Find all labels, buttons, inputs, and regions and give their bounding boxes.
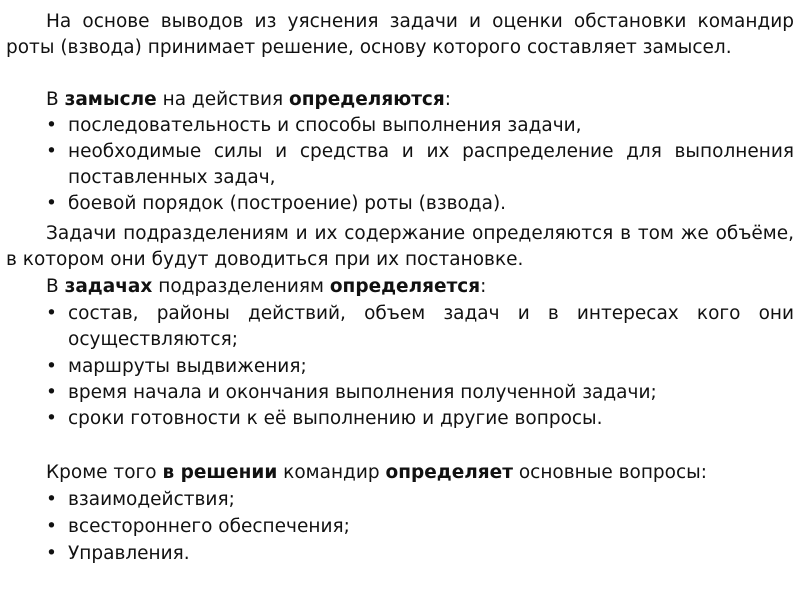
plan-heading: В замысле на действия определяются: bbox=[46, 89, 452, 110]
plan-keyword: замысле bbox=[64, 89, 157, 110]
bullet-icon: • bbox=[46, 141, 57, 162]
bullet-icon: • bbox=[46, 193, 57, 214]
list-item: • сроки готовности к её выполнению и другие вопросы. bbox=[46, 406, 794, 432]
bullet-icon: • bbox=[46, 303, 57, 324]
bullet-icon: • bbox=[46, 356, 57, 377]
bullet-icon: • bbox=[46, 516, 57, 537]
decision-heading: Кроме того в решении командир определяет основные вопросы: bbox=[46, 462, 707, 483]
bullet-icon: • bbox=[46, 543, 57, 564]
intro-paragraph: На основе выводов из уяснения задачи и оценки обстановки командир роты (взвода) принимает решение, основу которого составляет замысел. bbox=[6, 11, 794, 58]
determines-keyword: определяет bbox=[385, 462, 513, 483]
list-item: • время начала и окончания выполнения полученной задачи; bbox=[46, 380, 794, 406]
bullet-icon: • bbox=[46, 115, 57, 136]
tasks-keyword: задачах bbox=[64, 276, 153, 297]
list-item: • боевой порядок (построение) роты (взвода). bbox=[46, 191, 794, 217]
tasks-paragraph: Задачи подразделениям и их содержание определяются в том же объёме, в котором они будут доводиться при их постановке. bbox=[6, 223, 794, 270]
list-item: • маршруты выдвижения; bbox=[46, 354, 794, 380]
list-item: • состав, районы действий, объем задач и в интересах кого они осуществляются; bbox=[46, 303, 794, 350]
defined-keyword: определяется bbox=[329, 276, 481, 297]
list-item: • всестороннего обеспечения; bbox=[46, 514, 794, 540]
list-item: • необходимые силы и средства и их распределение для выполнения поставленных задач, bbox=[46, 141, 794, 188]
defined-keyword: определяются bbox=[289, 89, 445, 110]
bullet-icon: • bbox=[46, 489, 57, 510]
list-item: • взаимодействия; bbox=[46, 487, 794, 513]
decision-keyword: в решении bbox=[162, 462, 278, 483]
list-item: • Управления. bbox=[46, 541, 794, 567]
tasks-heading: В задачах подразделениям определяется: bbox=[46, 276, 487, 297]
list-item: • последовательность и способы выполнения задачи, bbox=[46, 113, 794, 139]
bullet-icon: • bbox=[46, 382, 57, 403]
bullet-icon: • bbox=[46, 408, 57, 429]
